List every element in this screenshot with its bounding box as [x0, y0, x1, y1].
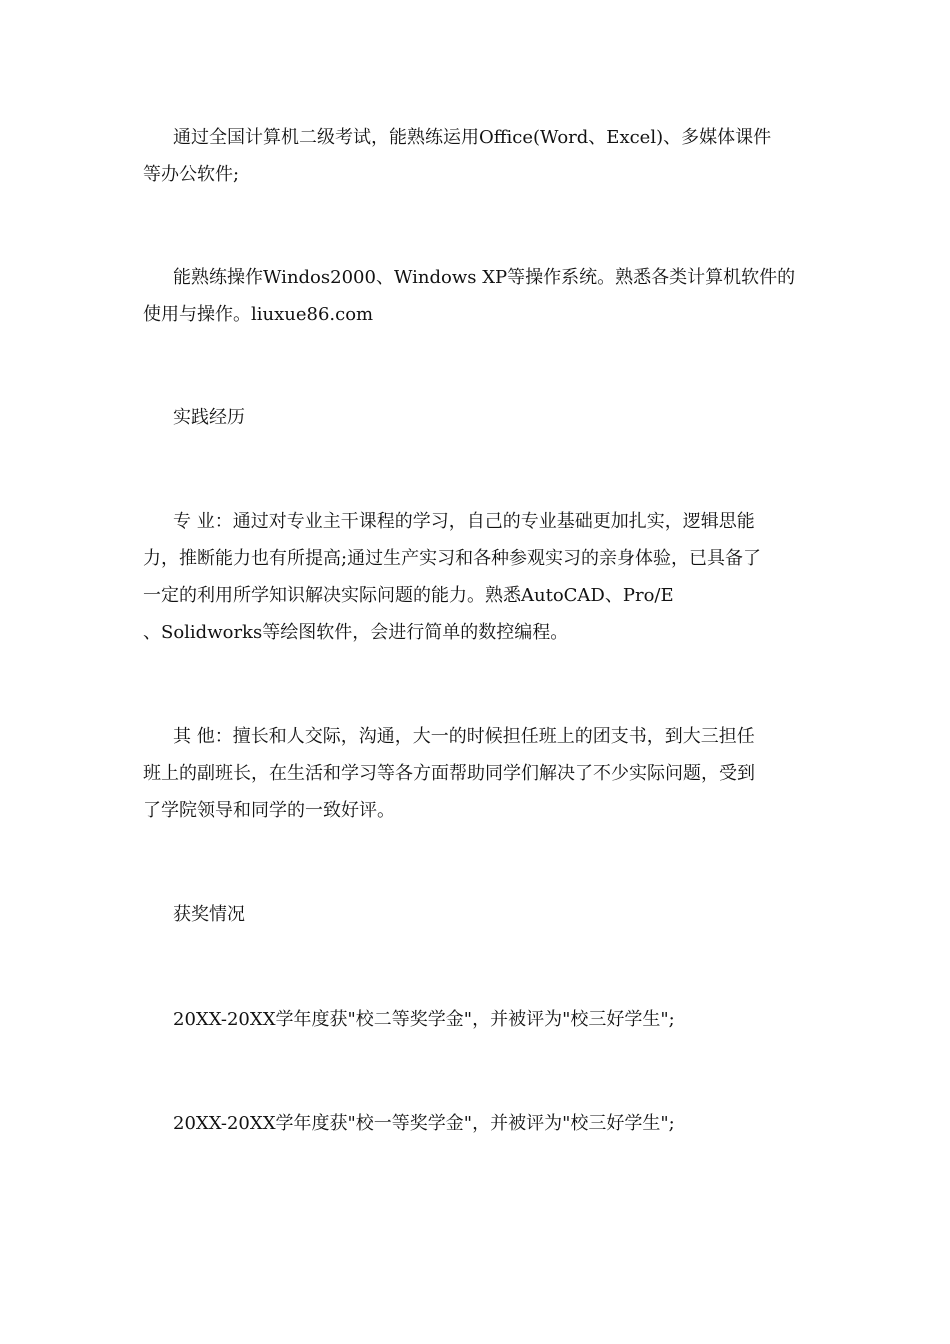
text-line: 使用与操作。liuxue86.com — [143, 304, 374, 325]
text-line: 其 他：擅长和人交际，沟通，大一的时候担任班上的团支书，到大三担任 — [173, 726, 755, 747]
section-heading-awards — [143, 896, 808, 933]
text-line: 一定的利用所学知识解决实际问题的能力。熟悉AutoCAD、Pro/E — [143, 585, 674, 606]
award-item — [143, 1105, 808, 1142]
paragraph-os-skills — [143, 259, 808, 333]
text-line: 、Solidworks等绘图软件，会进行简单的数控编程。 — [143, 622, 569, 643]
text-line: 等办公软件; — [143, 164, 240, 185]
paragraph-computer-skills — [143, 119, 808, 193]
text-line: 20XX-20XX学年度获"校二等奖学金"，并被评为"校三好学生"; — [173, 1009, 675, 1030]
paragraph-other — [143, 718, 808, 829]
text-line: 专 业：通过对专业主干课程的学习，自己的专业基础更加扎实，逻辑思能 — [173, 511, 755, 532]
section-heading-practice-experience — [143, 399, 808, 436]
text-line: 20XX-20XX学年度获"校一等奖学金"，并被评为"校三好学生"; — [173, 1113, 675, 1134]
text-line: 了学院领导和同学的一致好评。 — [143, 800, 395, 821]
text-line: 力，推断能力也有所提高;通过生产实习和各种参观实习的亲身体验，已具备了 — [143, 548, 762, 569]
text-line: 通过全国计算机二级考试，能熟练运用Office(Word、Excel)、多媒体课件 — [173, 127, 772, 148]
text-line: 能熟练操作Windos2000、Windows XP等操作系统。熟悉各类计算机软件的 — [173, 267, 796, 288]
heading-text: 获奖情况 — [173, 904, 245, 925]
award-item — [143, 1001, 808, 1038]
text-line: 班上的副班长，在生活和学习等各方面帮助同学们解决了不少实际问题，受到 — [143, 763, 755, 784]
heading-text: 实践经历 — [173, 407, 245, 428]
paragraph-major — [143, 503, 808, 651]
